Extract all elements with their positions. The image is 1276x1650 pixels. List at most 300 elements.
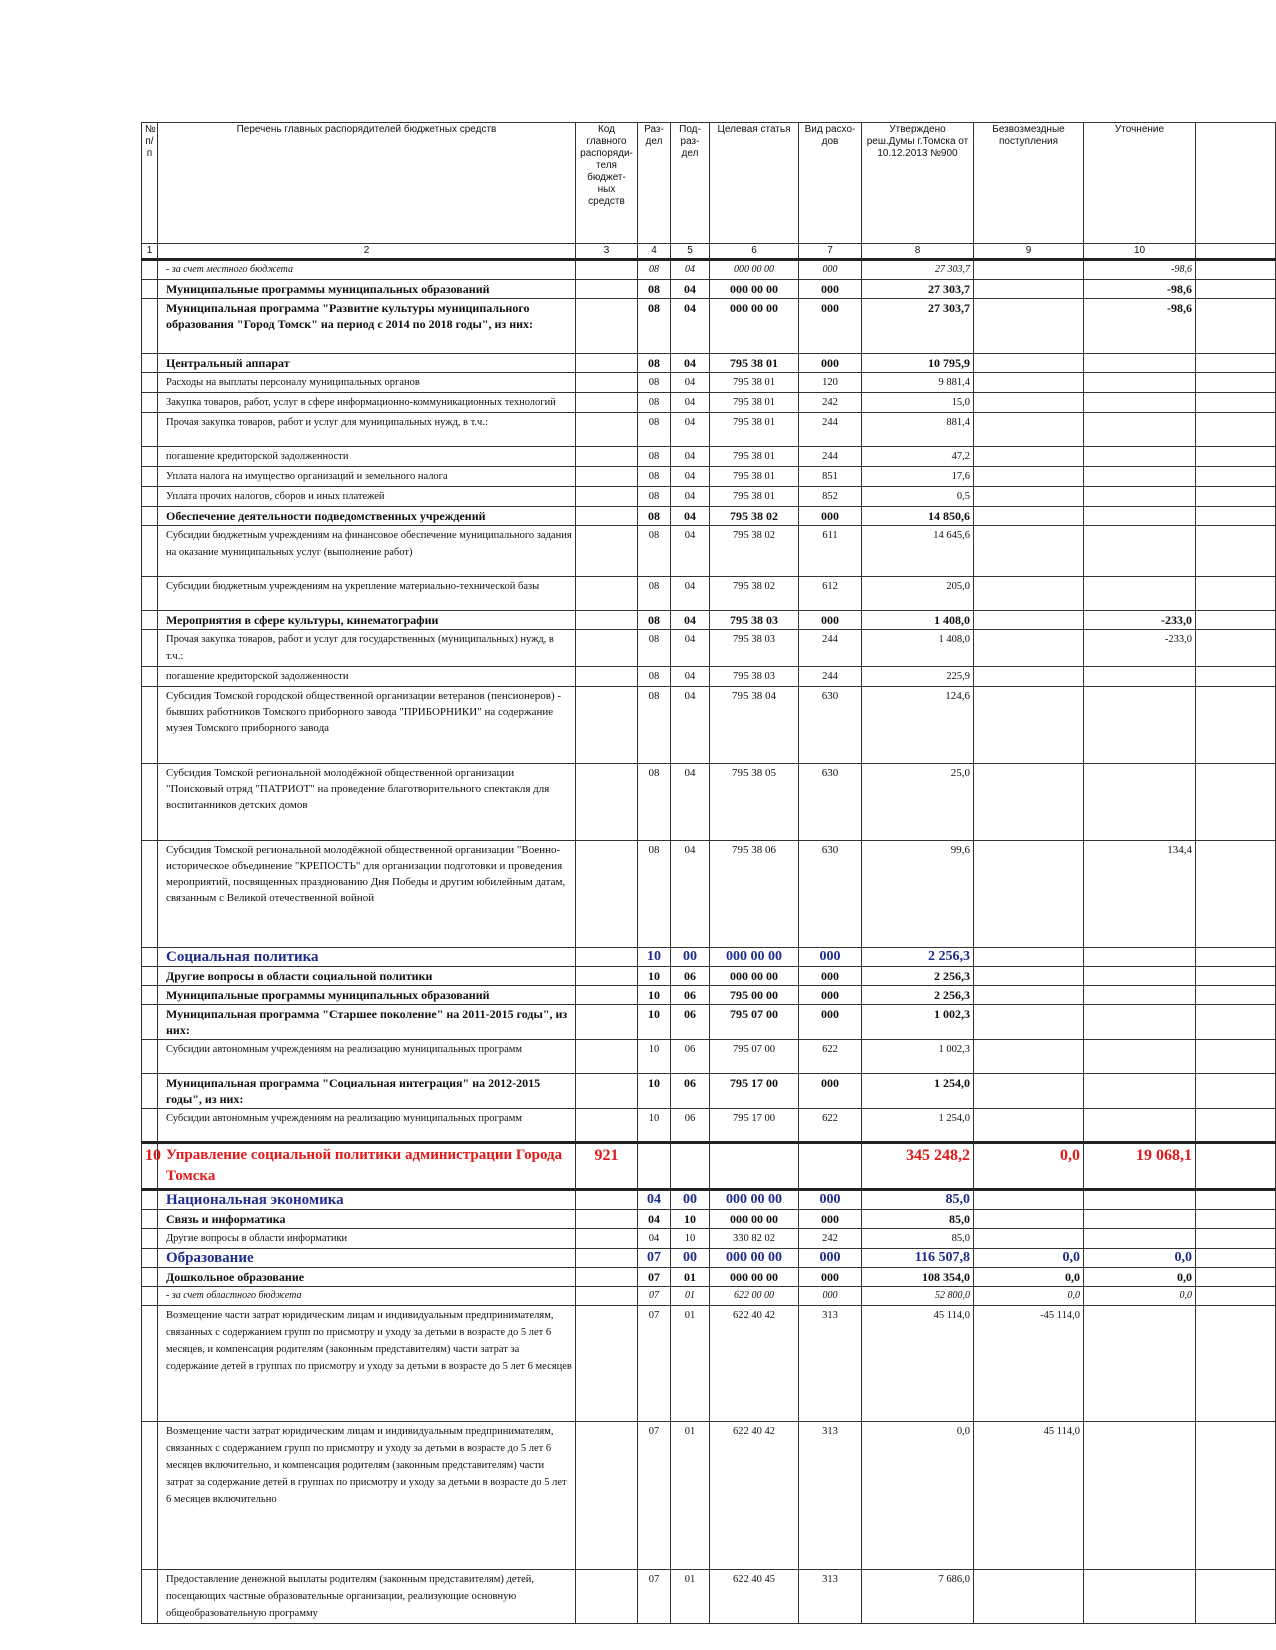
row-name: - за счет областного бюджета — [158, 1287, 576, 1306]
organization-row — [142, 1143, 1276, 1190]
row-code — [576, 667, 638, 687]
row-code — [576, 447, 638, 467]
row-target: 795 38 01 — [710, 354, 799, 373]
row-razdel: 08 — [638, 577, 671, 611]
row-podrazdel: 06 — [671, 1074, 710, 1109]
row-name: Субсидия Томской городской общественной организации ветеранов (пенсионеров) - бывших работников Томского приборного завода "ПРИБОРНИКИ" на содержание музея Томского приборного завода — [158, 687, 576, 764]
row-podrazdel: 06 — [671, 1109, 710, 1143]
row-change — [1084, 507, 1196, 526]
row-vid: 000 — [799, 967, 862, 986]
row-approved: 14 645,6 — [862, 526, 974, 577]
row-vid: 000 — [799, 507, 862, 526]
row-approved: 45 114,0 — [862, 1306, 974, 1422]
row-vid: 852 — [799, 487, 862, 507]
row-target: 795 17 00 — [710, 1109, 799, 1143]
row-grants — [974, 948, 1084, 967]
row-approved: 881,4 — [862, 413, 974, 447]
row-change: -233,0 — [1084, 611, 1196, 630]
column-number: 2 — [158, 244, 576, 260]
row-razdel: 07 — [638, 1287, 671, 1306]
row-change: -98,6 — [1084, 299, 1196, 354]
row-podrazdel: 04 — [671, 630, 710, 667]
table-row — [142, 447, 1276, 467]
row-name: Субсидии автономным учреждениям на реализацию муниципальных программ — [158, 1109, 576, 1143]
header-cell: Перечень главных распорядителей бюджетных средств — [158, 123, 576, 244]
header-cell: Безвозмездные поступления — [974, 123, 1084, 244]
row-razdel: 08 — [638, 393, 671, 413]
row-change: -98,6 — [1084, 280, 1196, 299]
row-code — [576, 393, 638, 413]
row-razdel: 08 — [638, 507, 671, 526]
row-target: 795 38 01 — [710, 373, 799, 393]
table-row — [142, 526, 1276, 577]
row-extra — [1196, 467, 1276, 487]
table-row — [142, 841, 1276, 948]
row-code — [576, 1005, 638, 1040]
row-target: 795 38 01 — [710, 447, 799, 467]
row-name: погашение кредиторской задолженности — [158, 447, 576, 467]
row-name: Другие вопросы в области информатики — [158, 1229, 576, 1249]
table-row — [142, 1074, 1276, 1109]
row-razdel: 08 — [638, 354, 671, 373]
row-code — [576, 413, 638, 447]
row-extra — [1196, 299, 1276, 354]
row-grants — [974, 611, 1084, 630]
row-name: Расходы на выплаты персоналу муниципальных органов — [158, 373, 576, 393]
row-extra — [1196, 986, 1276, 1005]
row-number — [142, 667, 158, 687]
row-extra — [1196, 630, 1276, 667]
row-approved: 1 002,3 — [862, 1005, 974, 1040]
row-code — [576, 1074, 638, 1109]
row-code — [576, 1190, 638, 1210]
row-code — [576, 1040, 638, 1074]
column-number-row — [142, 244, 1276, 260]
row-grants — [974, 967, 1084, 986]
row-target: 795 38 03 — [710, 630, 799, 667]
row-code — [576, 1306, 638, 1422]
row-code — [576, 687, 638, 764]
table-row — [142, 487, 1276, 507]
row-approved: 1 408,0 — [862, 611, 974, 630]
row-extra — [1196, 393, 1276, 413]
row-change — [1084, 467, 1196, 487]
row-change — [1084, 413, 1196, 447]
row-vid: 622 — [799, 1040, 862, 1074]
row-extra — [1196, 373, 1276, 393]
row-approved: 1 408,0 — [862, 630, 974, 667]
row-razdel: 08 — [638, 687, 671, 764]
row-code — [576, 1422, 638, 1570]
row-change — [1084, 1190, 1196, 1210]
row-grants — [974, 1005, 1084, 1040]
row-change — [1084, 1306, 1196, 1422]
row-number — [142, 1229, 158, 1249]
row-podrazdel: 06 — [671, 1040, 710, 1074]
row-extra — [1196, 526, 1276, 577]
row-name: Муниципальная программа "Развитие культуры муниципального образования "Город Томск" на период с 2014 по 2018 годы", из них: — [158, 299, 576, 354]
row-razdel: 10 — [638, 1109, 671, 1143]
row-target: 795 38 01 — [710, 467, 799, 487]
row-target: 330 82 02 — [710, 1229, 799, 1249]
row-code — [576, 1268, 638, 1287]
row-razdel: 07 — [638, 1268, 671, 1287]
row-grants — [974, 487, 1084, 507]
row-grants — [974, 260, 1084, 280]
row-vid: 630 — [799, 841, 862, 948]
row-target: 795 17 00 — [710, 1074, 799, 1109]
row-grants — [974, 1190, 1084, 1210]
row-grants — [974, 764, 1084, 841]
row-podrazdel: 10 — [671, 1229, 710, 1249]
row-code — [576, 577, 638, 611]
row-extra — [1196, 1190, 1276, 1210]
row-grants: 0,0 — [974, 1249, 1084, 1268]
row-code — [576, 841, 638, 948]
row-grants — [974, 1210, 1084, 1229]
row-razdel: 10 — [638, 1040, 671, 1074]
row-grants — [974, 986, 1084, 1005]
table-row — [142, 413, 1276, 447]
row-razdel: 08 — [638, 299, 671, 354]
header-row — [142, 123, 1276, 244]
row-vid: 000 — [799, 611, 862, 630]
row-number — [142, 467, 158, 487]
row-razdel: 07 — [638, 1570, 671, 1624]
column-number-extra — [1196, 244, 1276, 260]
row-approved: 2 256,3 — [862, 967, 974, 986]
row-vid: 244 — [799, 630, 862, 667]
row-target: 795 38 05 — [710, 764, 799, 841]
row-name: погашение кредиторской задолженности — [158, 667, 576, 687]
row-number — [142, 354, 158, 373]
row-name: Дошкольное образование — [158, 1268, 576, 1287]
row-vid: 612 — [799, 577, 862, 611]
table-row — [142, 354, 1276, 373]
row-target: 795 38 03 — [710, 611, 799, 630]
row-extra — [1196, 764, 1276, 841]
row-extra — [1196, 1005, 1276, 1040]
row-approved: 1 254,0 — [862, 1074, 974, 1109]
row-grants — [974, 687, 1084, 764]
header-cell: Целевая статья — [710, 123, 799, 244]
row-name: Связь и информатика — [158, 1210, 576, 1229]
row-approved: 47,2 — [862, 447, 974, 467]
row-podrazdel: 01 — [671, 1287, 710, 1306]
row-podrazdel: 06 — [671, 986, 710, 1005]
row-target: 000 00 00 — [710, 299, 799, 354]
row-target: 795 38 01 — [710, 413, 799, 447]
row-number — [142, 487, 158, 507]
row-grants — [974, 393, 1084, 413]
row-approved: 17,6 — [862, 467, 974, 487]
row-extra — [1196, 1074, 1276, 1109]
row-approved: 7 686,0 — [862, 1570, 974, 1624]
row-podrazdel: 04 — [671, 413, 710, 447]
row-grants — [974, 413, 1084, 447]
row-code — [576, 948, 638, 967]
row-podrazdel: 00 — [671, 1249, 710, 1268]
row-name: Субсидия Томской региональной молодёжной общественной организации "Поисковый отряд "ПАТРИОТ" на проведение благотворительного спектакля для воспитанников детских домов — [158, 764, 576, 841]
row-number — [142, 507, 158, 526]
row-grants — [974, 373, 1084, 393]
row-podrazdel: 01 — [671, 1268, 710, 1287]
row-target: 795 38 02 — [710, 507, 799, 526]
row-code — [576, 1229, 638, 1249]
row-razdel: 08 — [638, 667, 671, 687]
row-extra — [1196, 1210, 1276, 1229]
row-vid: 000 — [799, 299, 862, 354]
row-podrazdel: 01 — [671, 1306, 710, 1422]
table-row — [142, 1040, 1276, 1074]
row-change — [1084, 1040, 1196, 1074]
row-approved: 345 248,2 — [862, 1143, 974, 1190]
table-row — [142, 467, 1276, 487]
row-change: 134,4 — [1084, 841, 1196, 948]
column-number: 5 — [671, 244, 710, 260]
row-target: 795 38 02 — [710, 526, 799, 577]
row-approved: 27 303,7 — [862, 299, 974, 354]
table-row — [142, 260, 1276, 280]
row-razdel: 07 — [638, 1249, 671, 1268]
table-row — [142, 630, 1276, 667]
row-approved: 85,0 — [862, 1229, 974, 1249]
row-vid: 242 — [799, 1229, 862, 1249]
row-razdel: 07 — [638, 1422, 671, 1570]
row-number — [142, 630, 158, 667]
row-grants: -45 114,0 — [974, 1306, 1084, 1422]
row-code — [576, 1570, 638, 1624]
row-change — [1084, 948, 1196, 967]
row-code — [576, 1210, 638, 1229]
column-number: 4 — [638, 244, 671, 260]
row-extra — [1196, 1287, 1276, 1306]
header-cell: Уточнение — [1084, 123, 1196, 244]
row-change: 0,0 — [1084, 1249, 1196, 1268]
row-grants — [974, 354, 1084, 373]
header-cell: Раз-дел — [638, 123, 671, 244]
row-approved: 27 303,7 — [862, 280, 974, 299]
row-podrazdel: 04 — [671, 393, 710, 413]
row-grants — [974, 1074, 1084, 1109]
row-approved: 14 850,6 — [862, 507, 974, 526]
row-approved: 108 354,0 — [862, 1268, 974, 1287]
row-extra — [1196, 507, 1276, 526]
row-extra — [1196, 667, 1276, 687]
row-number — [142, 1268, 158, 1287]
row-number — [142, 373, 158, 393]
row-approved: 1 002,3 — [862, 1040, 974, 1074]
row-vid: 000 — [799, 1287, 862, 1306]
table-row — [142, 1229, 1276, 1249]
row-podrazdel: 04 — [671, 299, 710, 354]
row-target: 000 00 00 — [710, 1190, 799, 1210]
row-change: -98,6 — [1084, 260, 1196, 280]
row-name: Возмещение части затрат юридическим лицам и индивидуальным предпринимателям, связанных с содержанием групп по присмотру и уходу за детьми в возрасте до 5 лет 6 месяцев, и компенсация родителям (законным представителям) части затрат за содержание детей в группах по присмотру и уходу за детьми в возрасте до 5 лет 6 месяцев — [158, 1306, 576, 1422]
row-extra — [1196, 280, 1276, 299]
row-razdel: 10 — [638, 967, 671, 986]
row-name: Прочая закупка товаров, работ и услуг для муниципальных нужд, в т.ч.: — [158, 413, 576, 447]
row-change — [1084, 1074, 1196, 1109]
row-code — [576, 260, 638, 280]
row-grants — [974, 1229, 1084, 1249]
row-razdel: 10 — [638, 1074, 671, 1109]
row-vid: 313 — [799, 1422, 862, 1570]
row-extra — [1196, 487, 1276, 507]
row-change: 0,0 — [1084, 1268, 1196, 1287]
row-change — [1084, 1422, 1196, 1570]
row-podrazdel: 04 — [671, 447, 710, 467]
row-approved: 124,6 — [862, 687, 974, 764]
row-razdel: 08 — [638, 630, 671, 667]
row-approved: 225,9 — [862, 667, 974, 687]
row-extra — [1196, 1249, 1276, 1268]
row-grants — [974, 577, 1084, 611]
header-cell: Под-раз-дел — [671, 123, 710, 244]
row-approved: 85,0 — [862, 1190, 974, 1210]
row-podrazdel: 04 — [671, 280, 710, 299]
row-approved: 15,0 — [862, 393, 974, 413]
row-code — [576, 967, 638, 986]
row-podrazdel: 04 — [671, 667, 710, 687]
row-number — [142, 1074, 158, 1109]
row-vid: 000 — [799, 354, 862, 373]
row-razdel: 04 — [638, 1190, 671, 1210]
row-target: 622 00 00 — [710, 1287, 799, 1306]
column-number: 8 — [862, 244, 974, 260]
row-approved: 52 800,0 — [862, 1287, 974, 1306]
row-target: 000 00 00 — [710, 967, 799, 986]
table-row — [142, 611, 1276, 630]
row-name: Возмещение части затрат юридическим лицам и индивидуальным предпринимателям, связанных с содержанием групп по присмотру и уходу за детьми в возрасте до 5 лет 6 месяцев включительно, и компенсация родителям (законным представителям) части затрат за содержание детей в группах по присмотру и уходу за детьми в возрасте до 5 лет 6 месяцев включительно — [158, 1422, 576, 1570]
row-razdel: 04 — [638, 1210, 671, 1229]
row-change — [1084, 354, 1196, 373]
row-vid: 630 — [799, 764, 862, 841]
row-razdel: 08 — [638, 487, 671, 507]
row-number — [142, 1287, 158, 1306]
row-vid: 000 — [799, 986, 862, 1005]
row-approved: 85,0 — [862, 1210, 974, 1229]
row-vid: 000 — [799, 1249, 862, 1268]
table-row — [142, 667, 1276, 687]
header-cell: Утверждено реш.Думы г.Томска от 10.12.2013 №900 — [862, 123, 974, 244]
row-extra — [1196, 577, 1276, 611]
row-change — [1084, 667, 1196, 687]
row-vid — [799, 1143, 862, 1190]
row-vid: 622 — [799, 1109, 862, 1143]
table-row — [142, 1287, 1276, 1306]
header-cell: № п/п — [142, 123, 158, 244]
row-target: 000 00 00 — [710, 1268, 799, 1287]
row-vid: 611 — [799, 526, 862, 577]
row-extra — [1196, 841, 1276, 948]
row-approved: 9 881,4 — [862, 373, 974, 393]
row-code — [576, 526, 638, 577]
row-code — [576, 1109, 638, 1143]
row-podrazdel: 00 — [671, 948, 710, 967]
header-cell-extra — [1196, 123, 1276, 244]
row-razdel: 08 — [638, 413, 671, 447]
table-row — [142, 577, 1276, 611]
row-number — [142, 967, 158, 986]
row-name: Муниципальная программа "Социальная интеграция" на 2012-2015 годы", из них: — [158, 1074, 576, 1109]
row-grants — [974, 1040, 1084, 1074]
row-name: Субсидии автономным учреждениям на реализацию муниципальных программ — [158, 1040, 576, 1074]
row-podrazdel: 04 — [671, 526, 710, 577]
row-code — [576, 986, 638, 1005]
column-number: 9 — [974, 244, 1084, 260]
row-name: Другие вопросы в области социальной политики — [158, 967, 576, 986]
row-name: Уплата прочих налогов, сборов и иных платежей — [158, 487, 576, 507]
row-name: Образование — [158, 1249, 576, 1268]
row-podrazdel: 04 — [671, 687, 710, 764]
row-name: Управление социальной политики администрации Города Томска — [158, 1143, 576, 1190]
row-change: 0,0 — [1084, 1287, 1196, 1306]
row-target: 795 38 01 — [710, 487, 799, 507]
row-extra — [1196, 1422, 1276, 1570]
row-razdel: 08 — [638, 260, 671, 280]
row-code — [576, 611, 638, 630]
row-razdel: 08 — [638, 447, 671, 467]
row-name: Уплата налога на имущество организаций и земельного налога — [158, 467, 576, 487]
row-number — [142, 764, 158, 841]
row-target: 795 00 00 — [710, 986, 799, 1005]
budget-table — [141, 122, 1276, 1624]
row-grants — [974, 630, 1084, 667]
row-change — [1084, 577, 1196, 611]
row-approved: 2 256,3 — [862, 948, 974, 967]
row-number — [142, 413, 158, 447]
row-vid: 851 — [799, 467, 862, 487]
column-number: 1 — [142, 244, 158, 260]
table-row — [142, 373, 1276, 393]
row-name: Мероприятия в сфере культуры, кинематографии — [158, 611, 576, 630]
row-name: Муниципальная программа "Старшее поколение" на 2011-2015 годы", из них: — [158, 1005, 576, 1040]
budget-table-container — [141, 122, 1275, 1624]
table-row — [142, 1005, 1276, 1040]
row-number — [142, 1570, 158, 1624]
row-number — [142, 1306, 158, 1422]
row-number — [142, 1210, 158, 1229]
row-code — [576, 467, 638, 487]
row-name: Предоставление денежной выплаты родителям (законным представителям) детей, посещающих частные образовательные организации, реализующие основную общеобразовательную программу — [158, 1570, 576, 1624]
row-approved: 25,0 — [862, 764, 974, 841]
row-extra — [1196, 1109, 1276, 1143]
table-row — [142, 986, 1276, 1005]
row-target: 795 38 01 — [710, 393, 799, 413]
row-change — [1084, 1005, 1196, 1040]
row-number: 10 — [142, 1143, 158, 1190]
row-vid: 244 — [799, 667, 862, 687]
row-target: 000 00 00 — [710, 1210, 799, 1229]
table-row — [142, 393, 1276, 413]
row-extra — [1196, 948, 1276, 967]
row-change — [1084, 1229, 1196, 1249]
row-grants: 0,0 — [974, 1143, 1084, 1190]
row-grants: 0,0 — [974, 1287, 1084, 1306]
row-code — [576, 1287, 638, 1306]
row-grants: 0,0 — [974, 1268, 1084, 1287]
row-code — [576, 630, 638, 667]
row-extra — [1196, 687, 1276, 764]
row-change — [1084, 967, 1196, 986]
row-extra — [1196, 611, 1276, 630]
column-number: 6 — [710, 244, 799, 260]
row-podrazdel: 04 — [671, 577, 710, 611]
table-row — [142, 1109, 1276, 1143]
row-number — [142, 986, 158, 1005]
table-row — [142, 687, 1276, 764]
